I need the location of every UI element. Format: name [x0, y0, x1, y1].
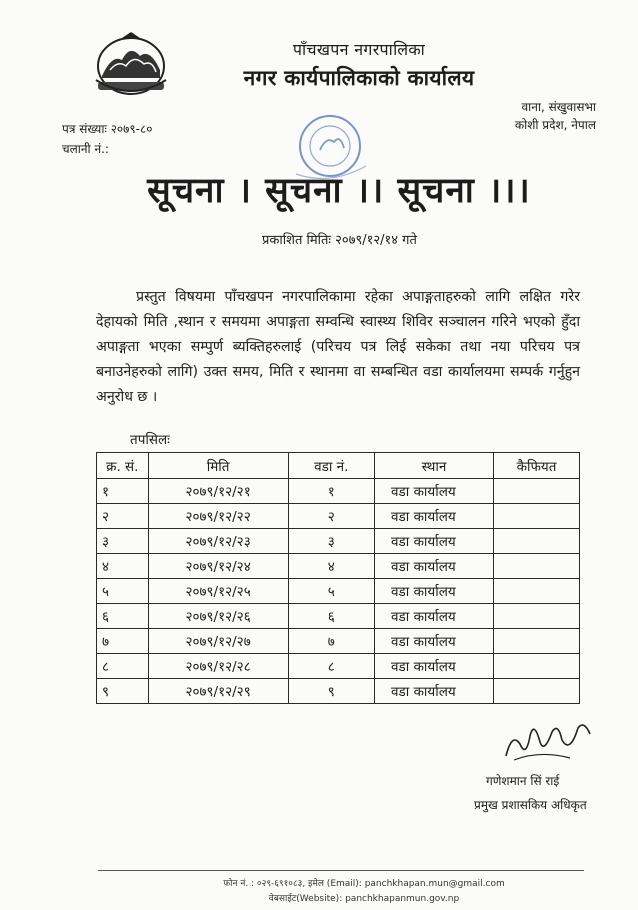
- cell-serial: ४: [97, 554, 149, 579]
- cell-place: वडा कार्यालय: [375, 629, 494, 654]
- notice-paragraph: प्रस्तुत विषयमा पाँचखपन नगरपालिकामा रहेका अपाङ्गताहरुको लागि लक्षित गरेर देहायको मिति ,स्थान र समयमा अपाङ्गता सम्वन्धि स्वास्थ्य शिविर सञ्चालन गरिने भएको हुँदा अपाङ्गता भएका सम्पुर्ण ब्यक्तिहरुलाई (परिचय पत्र लिई सकेका तथा नया परिचय पत्र बनाउनेहरुको लागि) उक्त समय, मिति र स्थानमा वा सम्बन्धित वडा कार्यालयमा सम्पर्क गर्नुहुन अनुरोध छ ।: [96, 289, 580, 405]
- published-date: प्रकाशित मितिः २०७९/१२/१४ गते: [262, 233, 417, 248]
- cell-remarks: [494, 579, 580, 604]
- signatory-title: प्रमुख प्रशासकिय अधिकृत: [474, 798, 587, 812]
- cell-place: वडा कार्यालय: [375, 604, 494, 629]
- cell-place: वडा कार्यालय: [375, 579, 494, 604]
- header-ward: वडा नं.: [288, 453, 374, 479]
- cell-place: वडा कार्यालय: [375, 554, 494, 579]
- table-row: [97, 479, 580, 504]
- table-row: [97, 529, 580, 554]
- cell-remarks: [494, 679, 580, 704]
- table-row: [97, 629, 580, 654]
- cell-date: २०७९/१२/२१: [148, 479, 288, 504]
- cell-date: २०७९/१२/२८: [148, 654, 288, 679]
- cell-remarks: [494, 604, 580, 629]
- footer-divider: [98, 870, 584, 871]
- cell-date: २०७९/१२/२६: [148, 604, 288, 629]
- cell-serial: ५: [97, 579, 149, 604]
- cell-serial: ८: [97, 654, 149, 679]
- header-serial: क्र. सं.: [97, 453, 149, 479]
- dispatch-number: चलानी नं.:: [62, 142, 109, 156]
- footer-website: वेबसाईट(Website): panchkhapanmun.gov.np: [268, 894, 460, 904]
- cell-ward: ८: [288, 654, 374, 679]
- cell-date: २०७९/१२/२७: [148, 629, 288, 654]
- cell-ward: ५: [288, 579, 374, 604]
- cell-place: वडा कार्यालय: [375, 679, 494, 704]
- cell-ward: ३: [288, 529, 374, 554]
- cell-serial: ७: [97, 629, 149, 654]
- cell-serial: १: [97, 479, 149, 504]
- cell-place: वडा कार्यालय: [375, 654, 494, 679]
- cell-ward: १: [288, 479, 374, 504]
- cell-ward: ९: [288, 679, 374, 704]
- table-row: [97, 604, 580, 629]
- notice-body: [96, 285, 580, 410]
- signature-mark: [500, 714, 595, 769]
- cell-serial: ९: [97, 679, 149, 704]
- cell-date: २०७९/१२/२४: [148, 554, 288, 579]
- cell-serial: २: [97, 504, 149, 529]
- cell-date: २०७९/१२/२२: [148, 504, 288, 529]
- cell-ward: ७: [288, 629, 374, 654]
- cell-ward: ४: [288, 554, 374, 579]
- table-row: [97, 504, 580, 529]
- cell-remarks: [494, 654, 580, 679]
- cell-serial: ६: [97, 604, 149, 629]
- header-remarks: कैफियत: [494, 453, 580, 479]
- header-date: मिति: [148, 453, 288, 479]
- header-place: स्थान: [375, 453, 494, 479]
- cell-date: २०७९/१२/२९: [148, 679, 288, 704]
- cell-date: २०७९/१२/२३: [148, 529, 288, 554]
- cell-remarks: [494, 629, 580, 654]
- cell-serial: ३: [97, 529, 149, 554]
- cell-ward: २: [288, 504, 374, 529]
- cell-place: वडा कार्यालय: [375, 504, 494, 529]
- cell-remarks: [494, 504, 580, 529]
- cell-remarks: [494, 554, 580, 579]
- cell-remarks: [494, 529, 580, 554]
- footer-contact: फोन नं. : ०२९-६९१०८३, इमेल (Email): panchkhapan.mun@gmail.com: [223, 879, 505, 889]
- letter-number: पत्र संख्याः २०७९-८०: [62, 122, 153, 136]
- cell-ward: ६: [288, 604, 374, 629]
- table-row: [97, 654, 580, 679]
- address-line-1: वाना, संखुवासभा: [521, 100, 596, 114]
- municipality-name: पाँचखपन नगरपालिका: [292, 40, 426, 59]
- details-label: तपसिलः: [130, 432, 170, 448]
- table-header-row: [97, 453, 580, 479]
- table-row: [97, 554, 580, 579]
- office-name: नगर कार्यपालिकाको कार्यालय: [243, 66, 475, 90]
- address-line-2: कोशी प्रदेश, नेपाल: [514, 118, 596, 132]
- signatory-name: गणेशमान सिं राई: [486, 774, 560, 788]
- table-row: [97, 579, 580, 604]
- cell-remarks: [494, 479, 580, 504]
- cell-date: २०७९/१२/२५: [148, 579, 288, 604]
- cell-place: वडा कार्यालय: [375, 529, 494, 554]
- notice-title: सूचना । सूचना ।। सूचना ।।।: [147, 171, 531, 211]
- table-row: [97, 679, 580, 704]
- cell-place: वडा कार्यालय: [375, 479, 494, 504]
- camp-schedule-table: [96, 452, 580, 704]
